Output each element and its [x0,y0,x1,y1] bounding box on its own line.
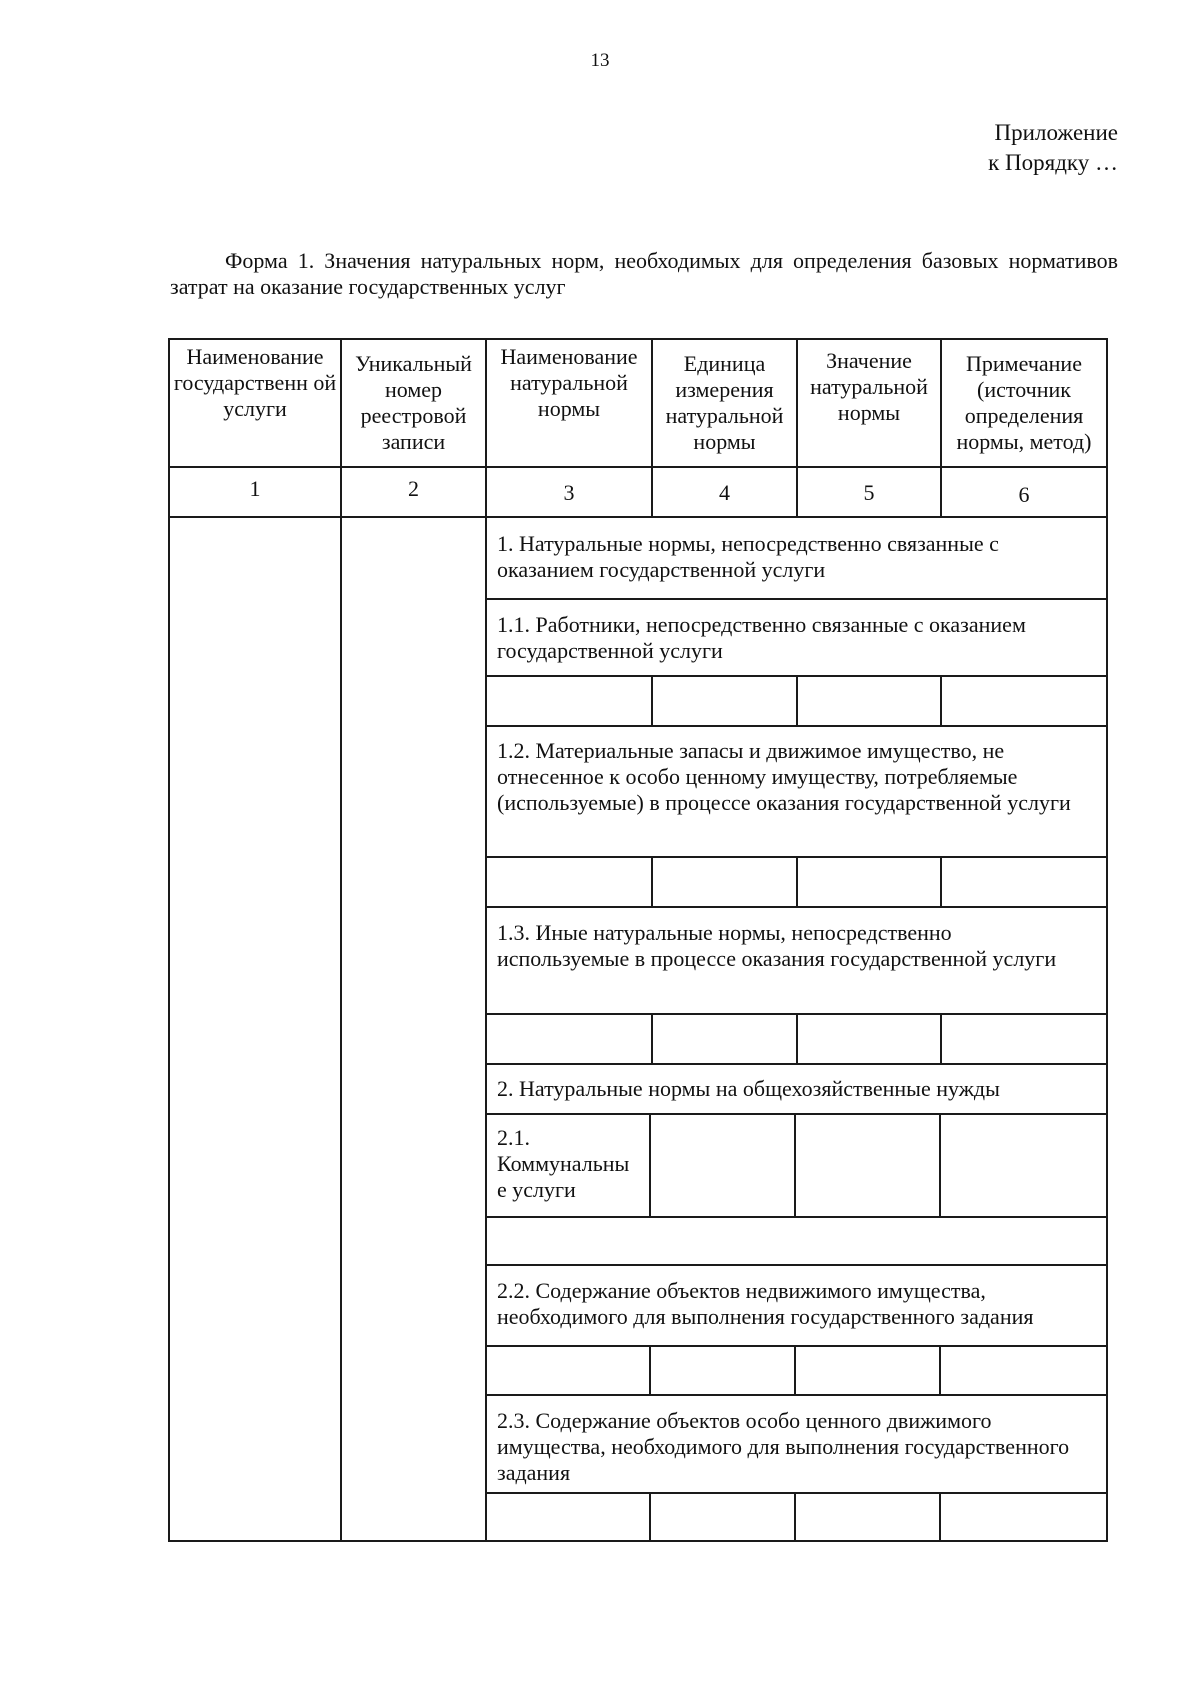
header-service-name: Наименование государственн ой услуги [173,344,337,421]
header-divider [168,466,1108,468]
section-2-title: 2. Натуральные нормы на общехозяйственные нужды [497,1076,1000,1101]
row-line [485,1492,1107,1494]
cell-line [651,675,653,725]
header-registry-number: Уникальный номер реестровой записи [355,351,472,454]
cell-line [794,1113,796,1216]
row-line [485,906,1107,908]
cell-line [651,1013,653,1063]
cell-line [940,675,942,725]
page-number: 13 [590,50,610,71]
table-border-right [1106,338,1108,1541]
form-title-text: Форма 1. Значения натуральных норм, необходимых для определения базовых нормативов затрат на оказание государственных услуг [170,248,1118,299]
cell-line [939,1492,941,1540]
column-number-1: 1 [249,476,261,501]
section-2-1-title: 2.1. Коммунальны е услуги [497,1125,630,1202]
column-number-4: 4 [719,480,730,505]
column-number-3: 3 [563,480,575,505]
row-line [485,1216,1107,1218]
cell-line [796,1013,798,1063]
section-2-3-title: 2.3. Содержание объектов особо ценного движимого имущества, необходимого для выполнения государственного задания [497,1408,1070,1485]
cell-line [939,1113,941,1216]
header-note: Примечание (источник определения нормы, метод) [956,351,1092,454]
row-line [485,1113,1107,1115]
row-line [485,1063,1107,1065]
section-1-2-title: 1.2. Материальные запасы и движимое имущество, не отнесенное к особо ценному имуществу, потребляемые (используемые) в процессе оказания государственной услуги [497,738,1071,815]
cell-line [796,675,798,725]
header-norm-value: Значение натуральной нормы [810,348,928,425]
cell-line [940,1013,942,1063]
cell-line [649,1345,651,1394]
table-border-bottom [168,1540,1108,1542]
cell-line [651,856,653,906]
row-line [485,725,1107,727]
row-line [485,1345,1107,1347]
cell-line [794,1492,796,1540]
row-line [485,1264,1107,1266]
cell-line [796,856,798,906]
cell-line [939,1345,941,1394]
cell-line [940,856,942,906]
numbers-divider [168,516,1108,518]
column-number-6: 6 [1018,482,1030,507]
header-norm-name: Наименование натуральной нормы [500,344,638,421]
section-2-2-title: 2.2. Содержание объектов недвижимого имущества, необходимого для выполнения государственного задания [497,1278,1034,1329]
appendix-line-1: Приложение [994,120,1118,145]
cell-line [649,1492,651,1540]
column-number-5: 5 [863,480,875,505]
section-1-3-title: 1.3. Иные натуральные нормы, непосредственно используемые в процессе оказания государственной услуги [497,920,1057,971]
cell-line [794,1345,796,1394]
table-border-left [168,338,170,1541]
col-line-1 [340,338,342,1541]
row-line [485,1394,1107,1396]
section-1-1-title: 1.1. Работники, непосредственно связанные с оказанием государственной услуги [497,612,1026,663]
appendix-line-2: к Порядку … [988,150,1118,175]
section-1-title: 1. Натуральные нормы, непосредственно связанные с оказанием государственной услуги [497,531,999,582]
column-number-2: 2 [408,476,419,501]
row-line [485,598,1107,600]
header-unit: Единица измерения натуральной нормы [665,351,784,454]
cell-line [649,1113,651,1216]
